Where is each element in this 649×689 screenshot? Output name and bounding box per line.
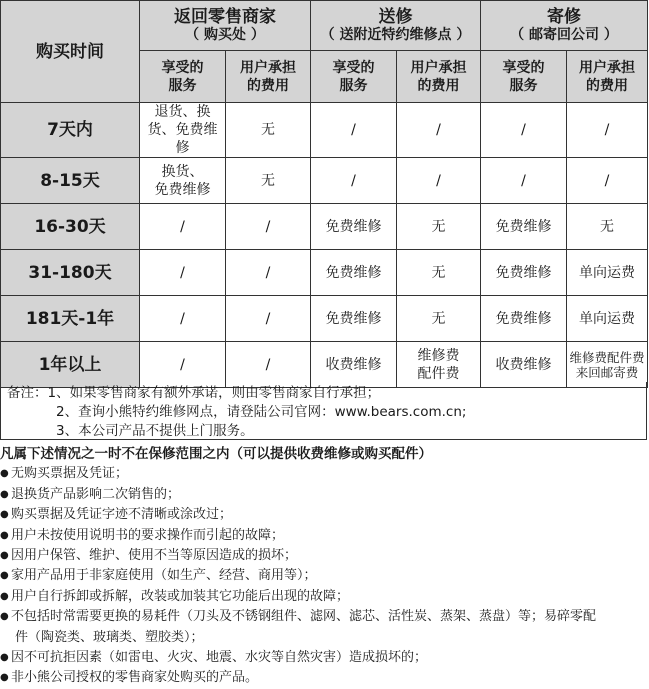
table-cell: 单向运费 [567, 250, 648, 296]
list-item-text: 用户自行拆卸或拆解，改装或加装其它功能后出现的故障； [11, 588, 350, 604]
exclusions-list [0, 464, 649, 688]
table-cell: 收费维修 [481, 342, 567, 388]
group-mail-subtitle: （ 邮寄回公司 ） [510, 26, 618, 43]
list-item-text: 退换货产品影响二次销售的； [11, 486, 181, 502]
group-mail-header [481, 1, 648, 51]
list-item-text: 因不可抗拒因素（如雷电、火灾、地震、水灾等自然灾害）造成损坏的； [11, 650, 428, 666]
list-item [0, 546, 649, 566]
table-cell: 无 [397, 296, 481, 342]
list-item-text: 无购买票据及凭证； [11, 466, 129, 482]
group-deliver-subtitle: （ 送附近特约维修点 ） [320, 26, 471, 43]
group-return-subtitle: （ 购买处 ） [185, 26, 265, 43]
col-service-header: 享受的 服务 [481, 51, 567, 103]
table-cell: 免费维修 [311, 204, 397, 250]
table-cell: / [226, 296, 311, 342]
table-row [1, 103, 648, 158]
table-cell: 单向运费 [567, 296, 648, 342]
table-row [1, 204, 648, 250]
table-cell: 无 [567, 204, 648, 250]
bullet-icon: ● [0, 611, 9, 623]
table-cell: 无 [226, 158, 311, 204]
table-cell: 免费维修 [481, 204, 567, 250]
table-cell: / [226, 342, 311, 388]
list-item [0, 648, 649, 668]
exclusions-section [0, 444, 649, 689]
group-mail-title: 寄修 [547, 6, 581, 27]
purchase-time-cell: 8-15天 [1, 158, 140, 204]
table-cell: 免费维修 [311, 250, 397, 296]
table-cell: / [311, 158, 397, 204]
table-cell: 维修费配件费 来回邮寄费 [567, 342, 648, 388]
table-cell: / [397, 103, 481, 158]
purchase-time-cell: 31-180天 [1, 250, 140, 296]
table-cell: / [311, 103, 397, 158]
col-service-header: 享受的 服务 [140, 51, 226, 103]
list-item [0, 526, 649, 546]
table-cell: / [226, 250, 311, 296]
table-cell: 免费维修 [481, 250, 567, 296]
bullet-icon: ● [0, 652, 9, 664]
note-line-3: 3、本公司产品不提供上门服务。 [56, 423, 254, 439]
table-cell: / [140, 204, 226, 250]
col-cost-header: 用户承担 的费用 [567, 51, 648, 103]
table-cell: 无 [397, 250, 481, 296]
table-cell: / [140, 296, 226, 342]
list-item [0, 668, 649, 688]
list-item [0, 485, 649, 505]
purchase-time-cell: 7天内 [1, 103, 140, 158]
table-cell: / [140, 250, 226, 296]
group-return-title: 返回零售商家 [174, 6, 276, 27]
table-cell: / [140, 342, 226, 388]
col-service-header: 享受的 服务 [311, 51, 397, 103]
table-cell: 收费维修 [311, 342, 397, 388]
bullet-icon: ● [0, 672, 9, 684]
table-cell: 退货、换货、免费维修 [140, 103, 226, 158]
purchase-time-cell: 1年以上 [1, 342, 140, 388]
bullet-icon: ● [0, 468, 9, 480]
list-item-text: 购买票据及凭证字迹不清晰或涂改过； [11, 507, 233, 523]
bullet-icon: ● [0, 570, 9, 582]
table-cell: 无 [226, 103, 311, 158]
list-item [0, 607, 649, 627]
list-item-text: 家用产品用于非家庭使用（如生产、经营、商用等）； [11, 568, 317, 584]
col-cost-header: 用户承担 的费用 [226, 51, 311, 103]
table-row [1, 158, 648, 204]
bullet-icon: ● [0, 509, 9, 521]
list-item [0, 566, 649, 586]
table-cell: 无 [397, 204, 481, 250]
table-row [1, 250, 648, 296]
table-cell: / [567, 103, 648, 158]
purchase-time-cell: 16-30天 [1, 204, 140, 250]
table-cell: 维修费 配件费 [397, 342, 481, 388]
list-item [0, 505, 649, 525]
group-return-header [140, 1, 311, 51]
purchase-time-cell: 181天-1年 [1, 296, 140, 342]
group-deliver-title: 送修 [378, 6, 413, 27]
table-row [1, 342, 648, 388]
table-cell: / [567, 158, 648, 204]
list-item-text: 因用户保管、维护、使用不当等原因造成的损坏； [11, 548, 298, 564]
bullet-icon: ● [0, 488, 9, 500]
purchase-time-header: 购买时间 [1, 1, 140, 103]
table-cell: / [481, 103, 567, 158]
bullet-icon: ● [0, 550, 9, 562]
list-item-continuation: 件（陶瓷类、玻璃类、塑胶类）； [15, 629, 204, 645]
list-item-text: 不包括时常需要更换的易耗件（刀头及不锈钢组件、滤网、滤芯、活性炭、蒸架、蒸盘）等；易碎零配 [11, 609, 597, 625]
table-row [1, 296, 648, 342]
table-cell: / [397, 158, 481, 204]
group-deliver-header [311, 1, 481, 51]
table-cell: 免费维修 [481, 296, 567, 342]
table-cell: / [226, 204, 311, 250]
table-cell: / [481, 158, 567, 204]
list-item-text: 非小熊公司授权的零售商家处购买的产品。 [11, 670, 259, 686]
list-item [0, 587, 649, 607]
table-cell: 免费维修 [311, 296, 397, 342]
list-item [0, 464, 649, 484]
notes-box [0, 382, 647, 440]
exclusions-title: 凡属下述情况之一时不在保修范围之内（可以提供收费维修或购买配件） [0, 446, 432, 462]
bullet-icon: ● [0, 590, 9, 602]
table-cell: 换货、 免费维修 [140, 158, 226, 204]
bullet-icon: ● [0, 529, 9, 541]
note-line-1: 备注：1、如果零售商家有额外承诺，则由零售商家自行承担； [7, 385, 381, 401]
list-item-text: 用户未按使用说明书的要求操作而引起的故障； [11, 527, 285, 543]
col-cost-header: 用户承担 的费用 [397, 51, 481, 103]
note-line-2: 2、查询小熊特约维修网点，请登陆公司官网：www.bears.com.cn; [56, 404, 467, 420]
